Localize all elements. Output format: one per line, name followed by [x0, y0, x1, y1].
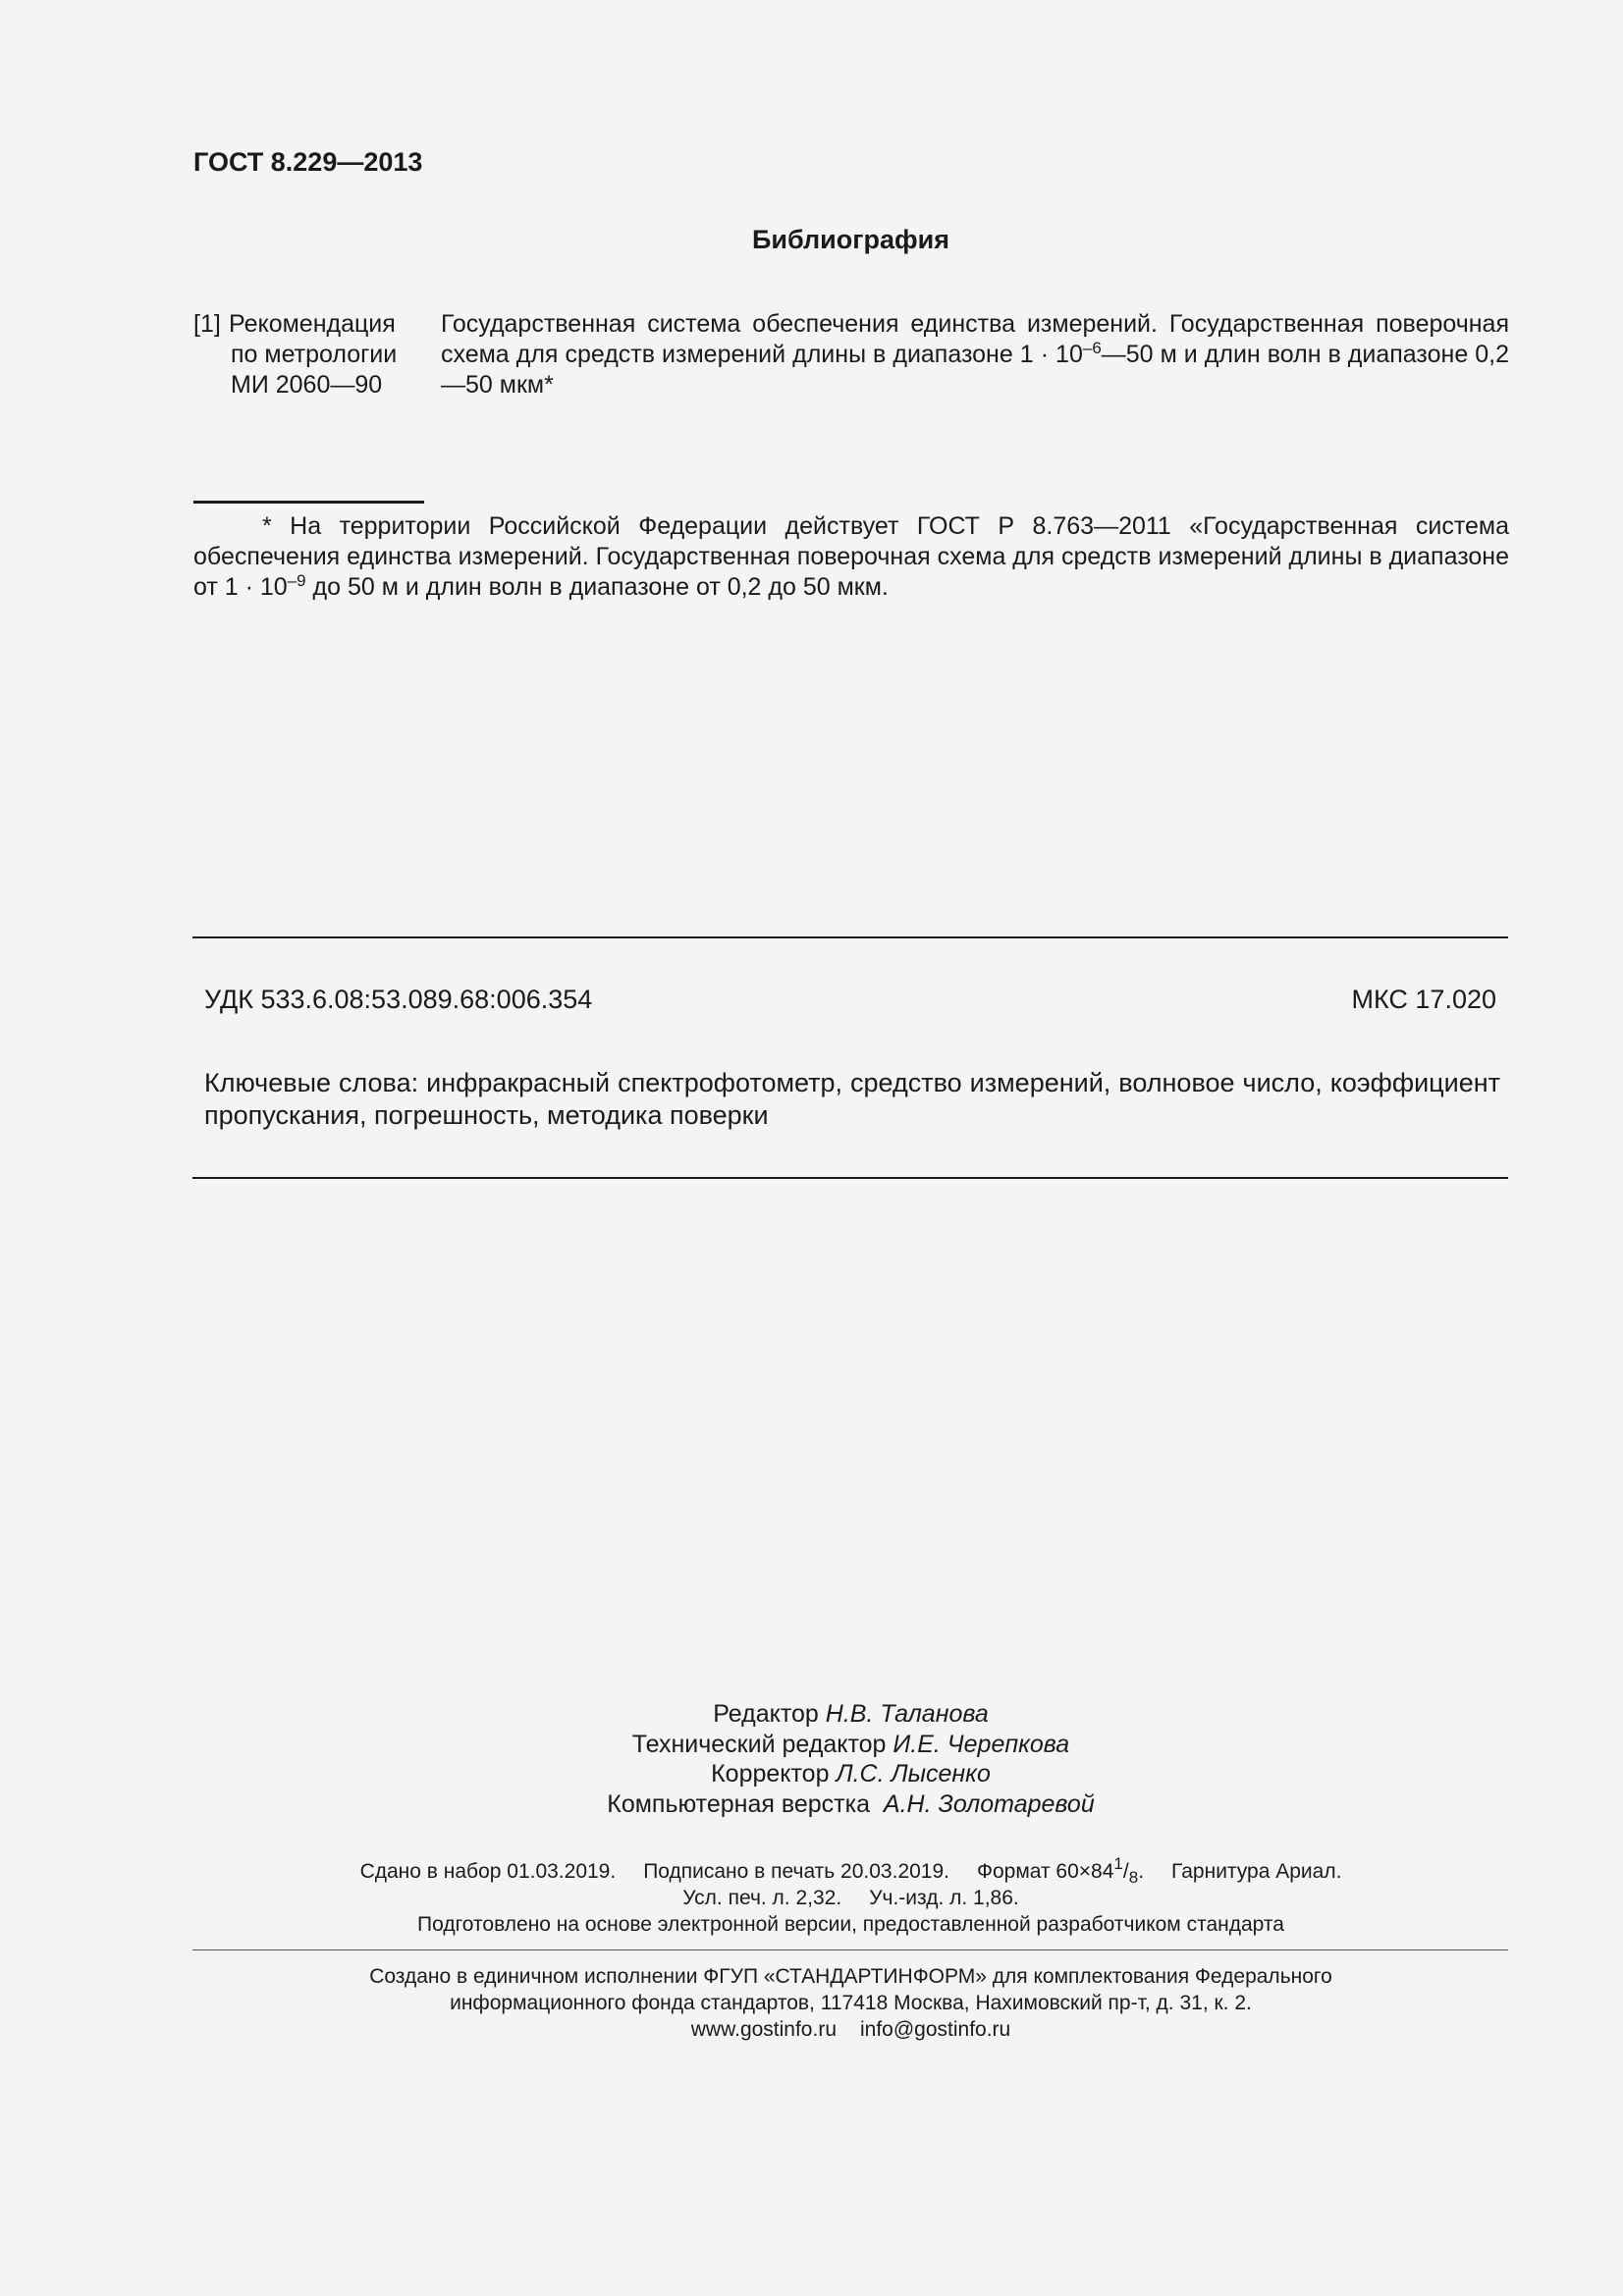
created-line: Создано в единичном исполнении ФГУП «СТАНДАРТИНФОРМ» для комплектования Федерального	[369, 1965, 1332, 1988]
divider-bottom	[192, 1177, 1508, 1179]
edit-sheets: Уч.-изд. л. 1,86.	[869, 1887, 1019, 1909]
format	[977, 1854, 1145, 1887]
footnote-text: * На территории Российской Федерации действует ГОСТ Р 8.763—2011 «Государственная система обеспечения единства измерений. Государственная поверочная схема для средств измерений длины в диапазоне от 1 · 10	[193, 512, 1509, 601]
credits	[0, 1699, 1623, 1819]
tech-editor-name: И.Е. Черепкова	[893, 1730, 1070, 1758]
bibliography-title: Библиография	[752, 225, 949, 254]
format-slash: /	[1122, 1860, 1129, 1883]
entry-source-line: по метрологии	[231, 341, 398, 368]
footnote	[193, 511, 1509, 603]
signed-date: Подписано в печать 20.03.2019.	[643, 1860, 949, 1883]
entry-exponent: –6	[1082, 339, 1102, 357]
footnote-exponent: –9	[287, 571, 306, 590]
editor-label: Редактор	[713, 1700, 819, 1728]
created-line: информационного фонда стандартов, 117418 Москва, Нахимовский пр-т, д. 31, к. 2.	[450, 1992, 1252, 2014]
editor-name: Н.В. Таланова	[825, 1700, 989, 1728]
entry-text-part: —50 м и длин волн в диапазоне 0,2—50 мкм*	[441, 341, 1509, 399]
website-link[interactable]: www.gostinfo.ru	[690, 2018, 837, 2041]
udk-code: УДК 533.6.08:53.089.68:006.354	[204, 985, 593, 1014]
mks-code: МКС 17.020	[1351, 985, 1496, 1014]
created-info	[0, 1963, 1623, 2043]
print-sheets: Усл. печ. л. 2,32.	[682, 1887, 842, 1909]
contacts-line	[0, 2016, 1623, 2043]
entry-source-line: МИ 2060—90	[231, 371, 383, 399]
format-dot: .	[1138, 1860, 1145, 1883]
format-denominator: 8	[1128, 1868, 1139, 1887]
layout-name: А.Н. Золотаревой	[883, 1789, 1095, 1818]
document-number: ГОСТ 8.229—2013	[193, 147, 423, 177]
layout-line	[0, 1789, 1623, 1820]
editor-line	[0, 1699, 1623, 1730]
publication-info	[0, 1854, 1623, 1938]
format-prefix: Формат 60×84	[977, 1860, 1114, 1883]
footnote-separator	[193, 501, 424, 504]
layout-label: Компьютерная верстка	[607, 1789, 870, 1818]
divider-top	[192, 936, 1508, 938]
divider-footer	[192, 1949, 1508, 1950]
format-numerator: 1	[1113, 1854, 1123, 1873]
tech-editor-line	[0, 1730, 1623, 1760]
entry-number: [1]	[193, 310, 221, 338]
email-link[interactable]: info@gostinfo.ru	[860, 2018, 1011, 2041]
sent-date: Сдано в набор 01.03.2019.	[359, 1860, 617, 1883]
entry-source	[229, 309, 406, 400]
keywords: Ключевые слова: инфракрасный спектрофотометр, средство измерений, волновое число, коэффициент пропускания, погрешность, методика поверки	[204, 1068, 1500, 1130]
corrector-name: Л.С. Лысенко	[836, 1760, 991, 1788]
footnote-text: до 50 м и длин волн в диапазоне от 0,2 до 50 мкм.	[305, 573, 889, 601]
entry-source-line: Рекомендация	[229, 310, 396, 338]
publication-line	[0, 1854, 1623, 1887]
entry-text-part: Государственная система обеспечения единства измерений. Государственная поверочная схема для средств измерений длины в диапазоне 1 · 10	[441, 310, 1509, 368]
tech-editor-label: Технический редактор	[631, 1730, 887, 1758]
typeface: Гарнитура Ариал.	[1171, 1860, 1342, 1883]
entry-text	[441, 309, 1509, 400]
prepared-note: Подготовлено на основе электронной версии, предоставленной разработчиком стандарта	[417, 1913, 1284, 1936]
publication-line	[0, 1885, 1623, 1911]
corrector-line	[0, 1759, 1623, 1789]
corrector-label: Корректор	[711, 1760, 830, 1788]
